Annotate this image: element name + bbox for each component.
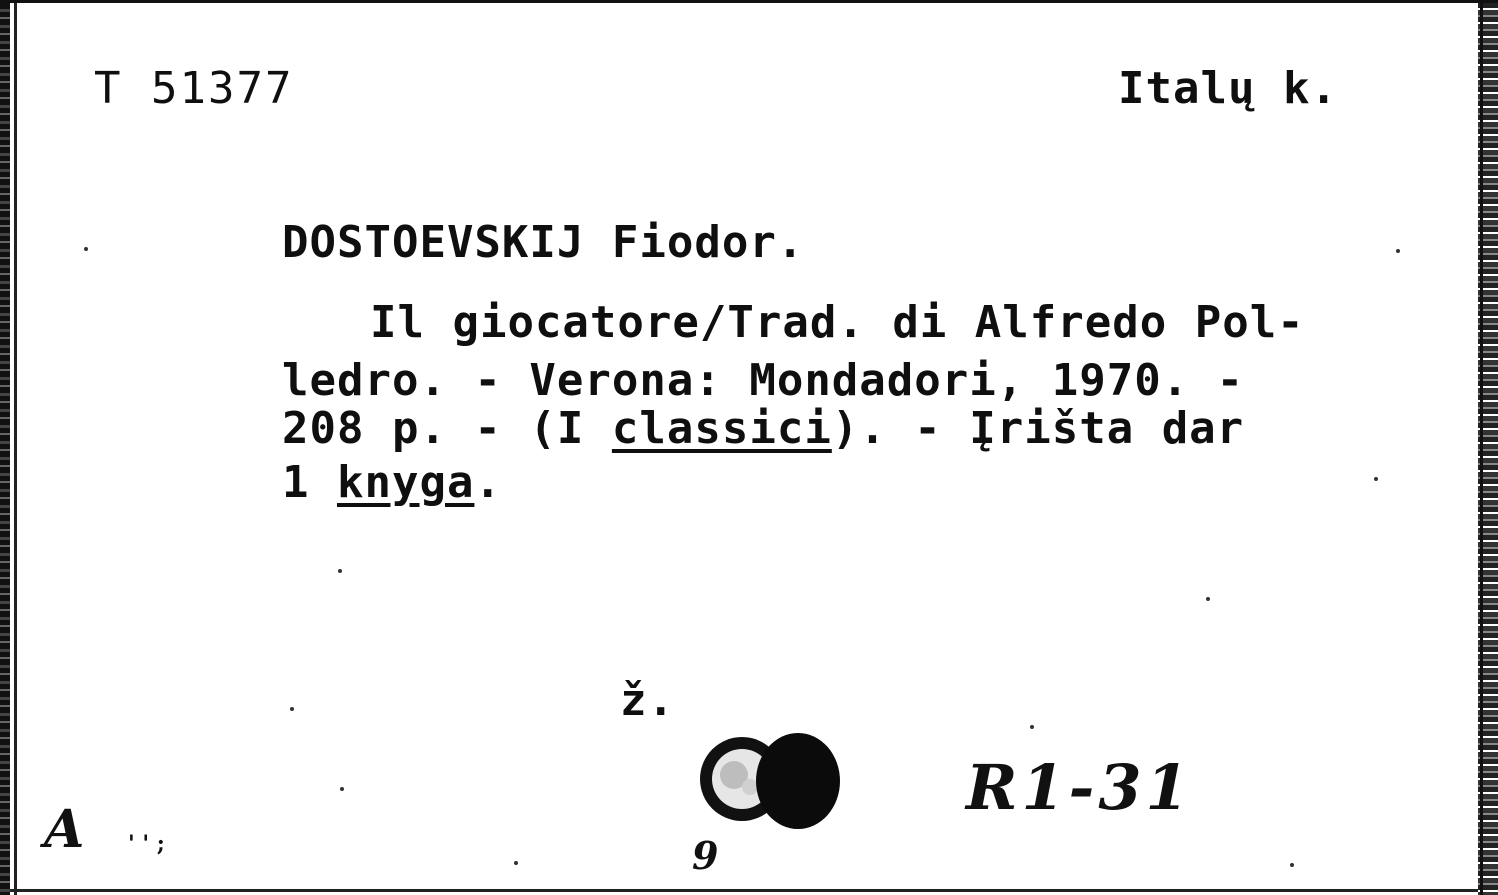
handwritten-under-seal: 9 <box>692 833 719 878</box>
card-left-edge <box>0 3 10 895</box>
speck <box>1396 249 1400 253</box>
speck <box>514 861 518 865</box>
stamp-seal-icon <box>698 729 848 839</box>
z-mark: ž. <box>620 675 675 726</box>
speck <box>1374 477 1378 481</box>
speck <box>1206 597 1210 601</box>
description-line-4-word: knyga <box>336 457 475 508</box>
language-label: Italų k. <box>1118 63 1338 114</box>
description-line-3-end: ). - Įrišta dar <box>831 403 1245 454</box>
handwritten-small-marks: ' ' ; <box>128 831 165 857</box>
call-number: T 51377 <box>94 63 294 114</box>
handwritten-left-mark: A <box>44 799 85 860</box>
speck <box>1030 725 1034 729</box>
speck <box>1290 863 1294 867</box>
speck <box>84 247 88 251</box>
description-line-4-end: . <box>474 457 502 508</box>
card-right-rule <box>1480 3 1483 895</box>
description-line-4 <box>282 457 502 508</box>
description-line-3 <box>282 403 1245 454</box>
description-line-3-start: 208 p. - (I <box>282 403 612 454</box>
description-line-4-number: 1 <box>282 457 337 508</box>
speck <box>338 569 342 573</box>
series-title: classici <box>611 403 832 454</box>
handwritten-shelf-code: R1-31 <box>966 751 1193 824</box>
speck <box>290 707 294 711</box>
description-line-2: ledro. - Verona: Mondadori, 1970. - <box>282 355 1245 406</box>
card-left-rule <box>14 3 17 895</box>
description-line-1: Il giocatore/Trad. di Alfredo Pol- <box>370 297 1305 348</box>
speck <box>340 787 344 791</box>
author-heading: DOSTOEVSKIJ Fiodor. <box>282 217 805 268</box>
